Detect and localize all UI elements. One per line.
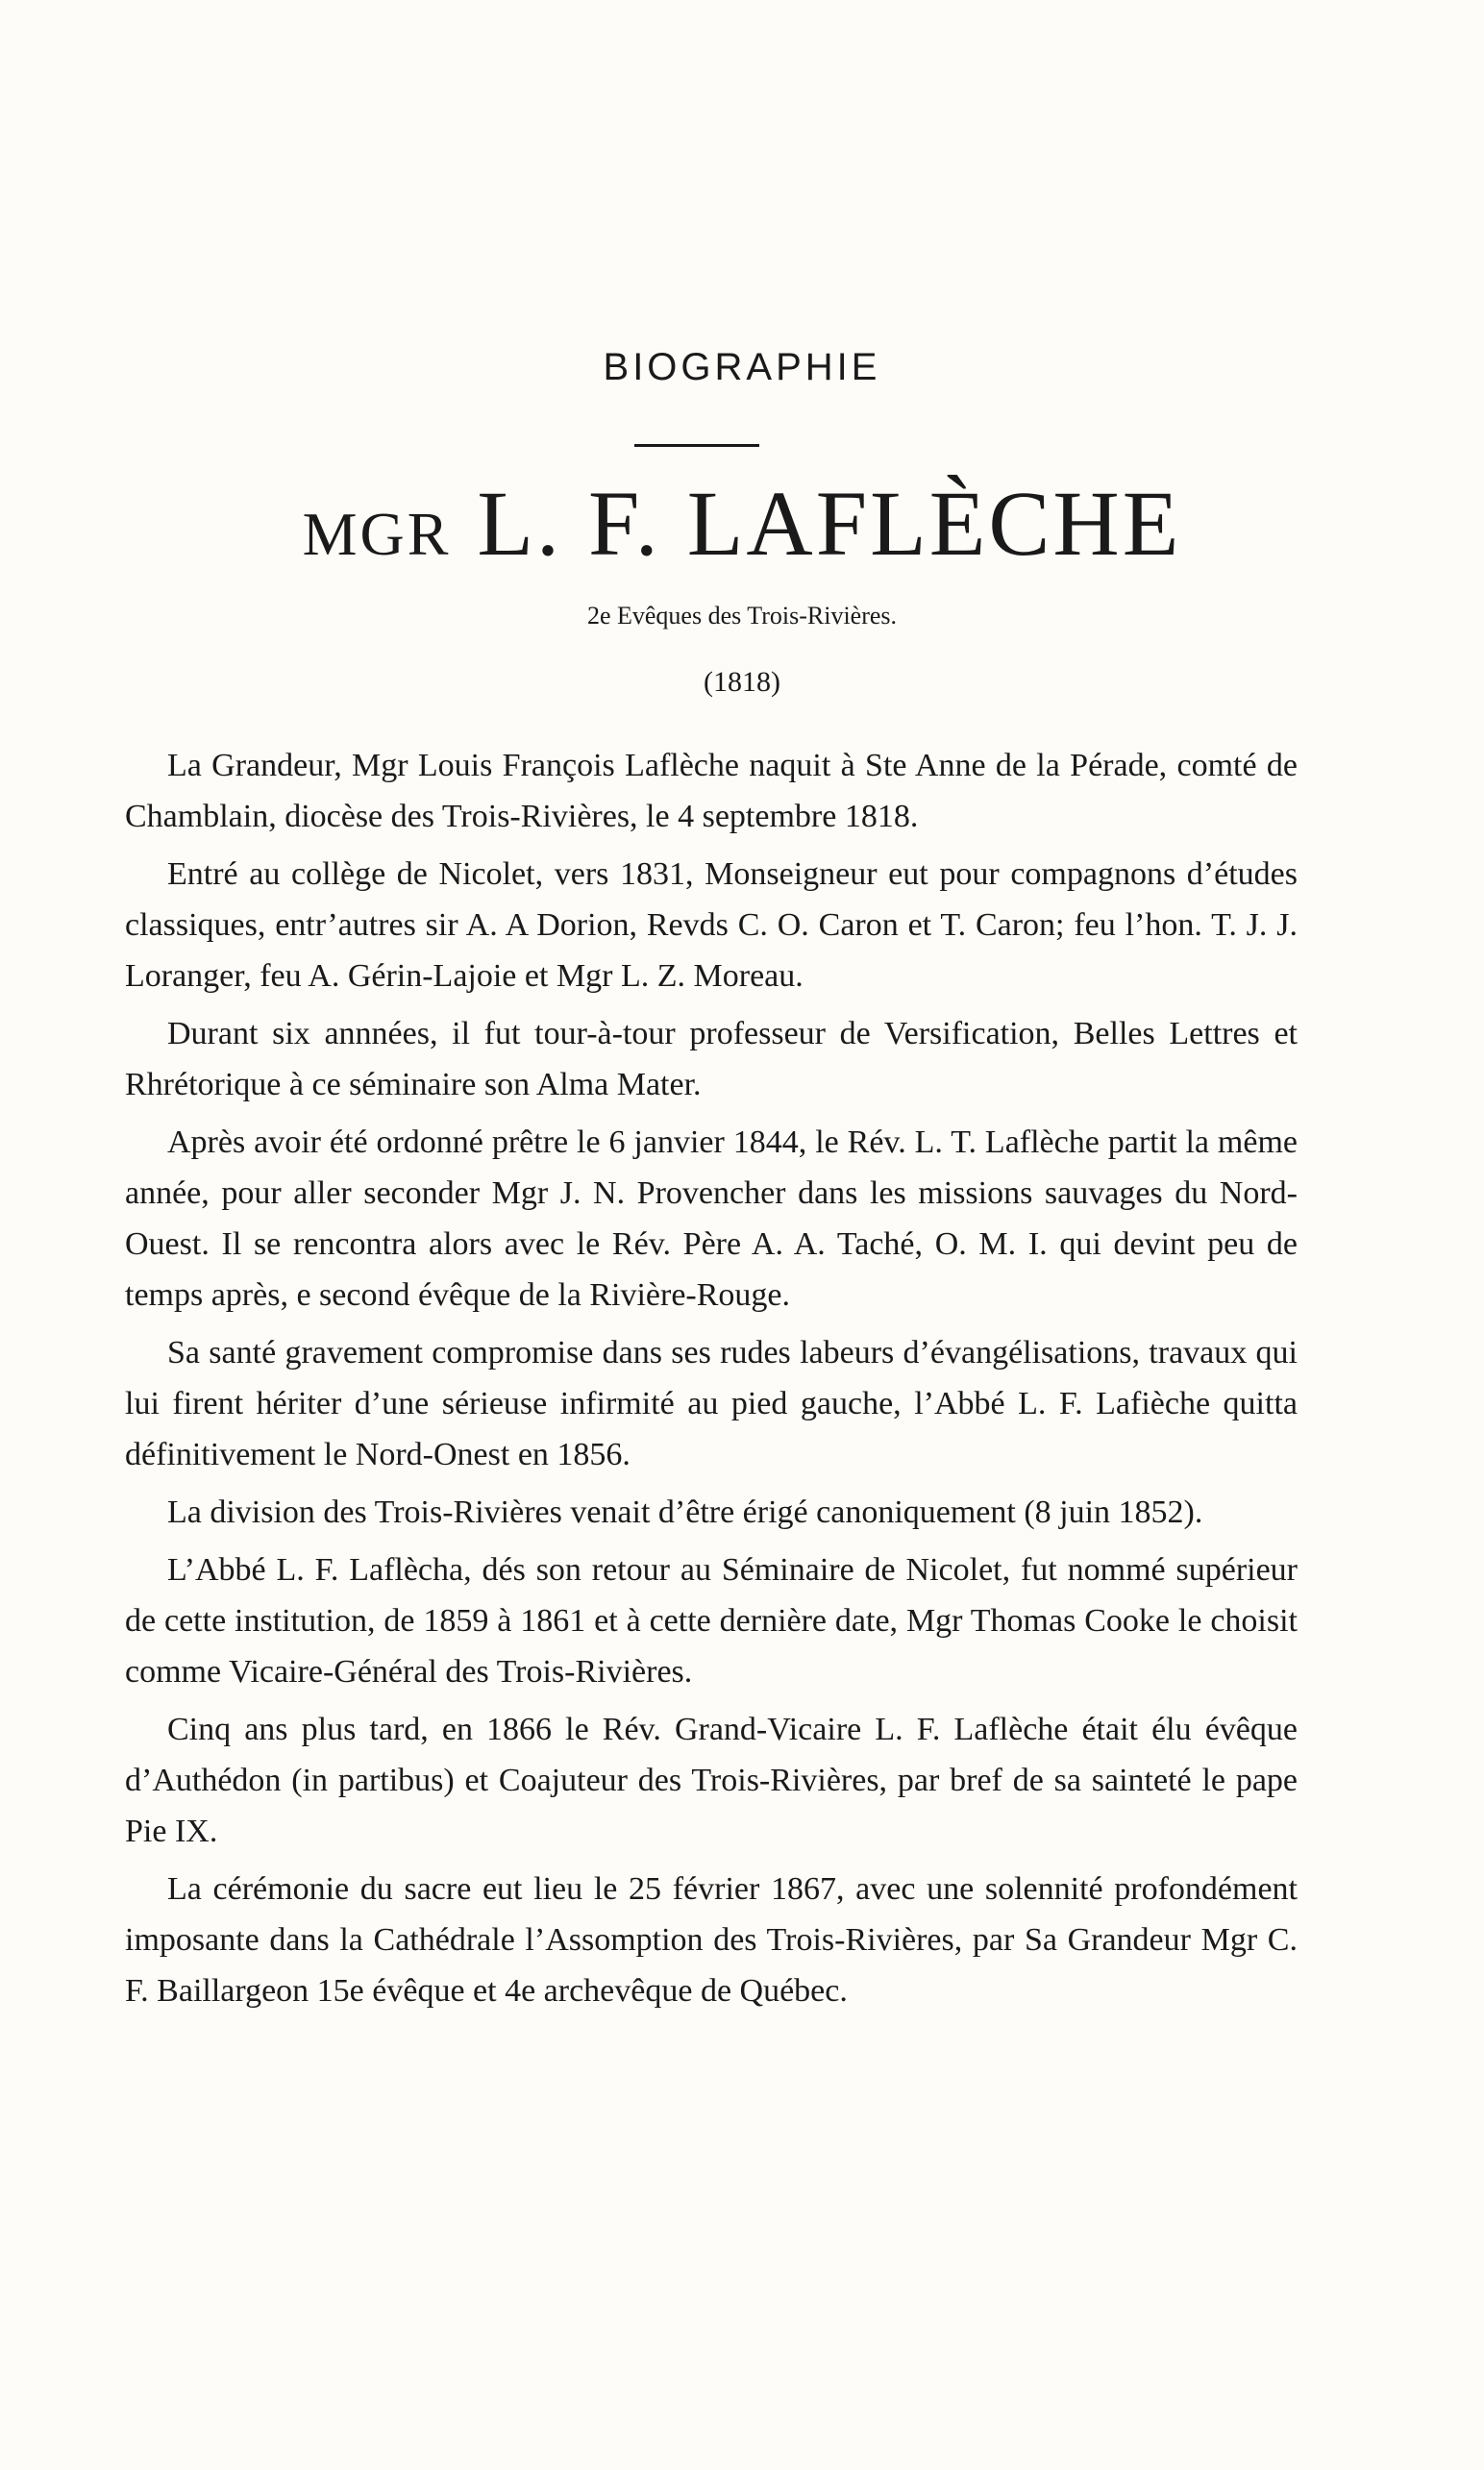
paragraph: La cérémonie du sacre eut lieu le 25 février 1867, avec une solennité profondément imposante dans la Cathédrale l’Assomption des Trois-Rivières, par Sa Grandeur Mgr C. F. Baillargeon 15e évêque et 4e archevêque de Québec. [125, 1871, 1298, 2009]
title-divider [634, 444, 759, 447]
body-text [125, 740, 1298, 2016]
paragraph: La division des Trois-Rivières venait d’être érigé canoniquement (8 juin 1852). [167, 1494, 1203, 1530]
paragraph: Durant six annnées, il fut tour-à-tour professeur de Versification, Belles Lettres et Rhrétorique à ce séminaire son Alma Mater. [125, 1016, 1298, 1102]
paragraph: La Grandeur, Mgr Louis François Laflèche naquit à Ste Anne de la Pérade, comté de Chamblain, diocèse des Trois-Rivières, le 4 septembre 1818. [125, 748, 1298, 834]
paragraph: Entré au collège de Nicolet, vers 1831, Monseigneur eut pour compagnons d’études classiques, entr’autres sir A. A Dorion, Revds C. O. Caron et T. Caron; feu l’hon. T. J. J. Loranger, feu A. Gérin-Lajoie et Mgr L. Z. Moreau. [125, 856, 1298, 994]
section-heading: BIOGRAPHIE [603, 346, 881, 388]
title-prefix: MGR [302, 500, 452, 568]
paragraph: Cinq ans plus tard, en 1866 le Rév. Grand-Vicaire L. F. Laflèche était élu évêque d’Authédon (in partibus) et Coajuteur des Trois-Rivières, par bref de sa sainteté le pape Pie IX. [125, 1712, 1298, 1849]
paragraph: Sa santé gravement compromise dans ses rudes labeurs d’évangélisations, travaux qui lui firent hériter d’une sérieuse infirmité au pied gauche, l’Abbé L. F. Lafièche quitta définitivement le Nord-Onest en 1856. [125, 1335, 1298, 1472]
paragraph: Après avoir été ordonné prêtre le 6 janvier 1844, le Rév. L. T. Laflèche partit la même année, pour aller seconder Mgr J. N. Provencher dans les missions sauvages du Nord-Ouest. Il se rencontra alors avec le Rév. Père A. A. Taché, O. M. I. qui devint peu de temps après, e second évêque de la Rivière-Rouge. [125, 1124, 1298, 1313]
subtitle: 2e Evêques des Trois-Rivières. [586, 602, 898, 630]
title-name: L. F. LAFLÈCHE [477, 472, 1182, 575]
page-title [0, 466, 1484, 592]
paragraph: L’Abbé L. F. Laflècha, dés son retour au Séminaire de Nicolet, fut nommé supérieur de cette institution, de 1859 à 1861 et à cette dernière date, Mgr Thomas Cooke le choisit comme Vicaire-Général des Trois-Rivières. [125, 1552, 1298, 1690]
year-label: (1818) [704, 666, 780, 698]
